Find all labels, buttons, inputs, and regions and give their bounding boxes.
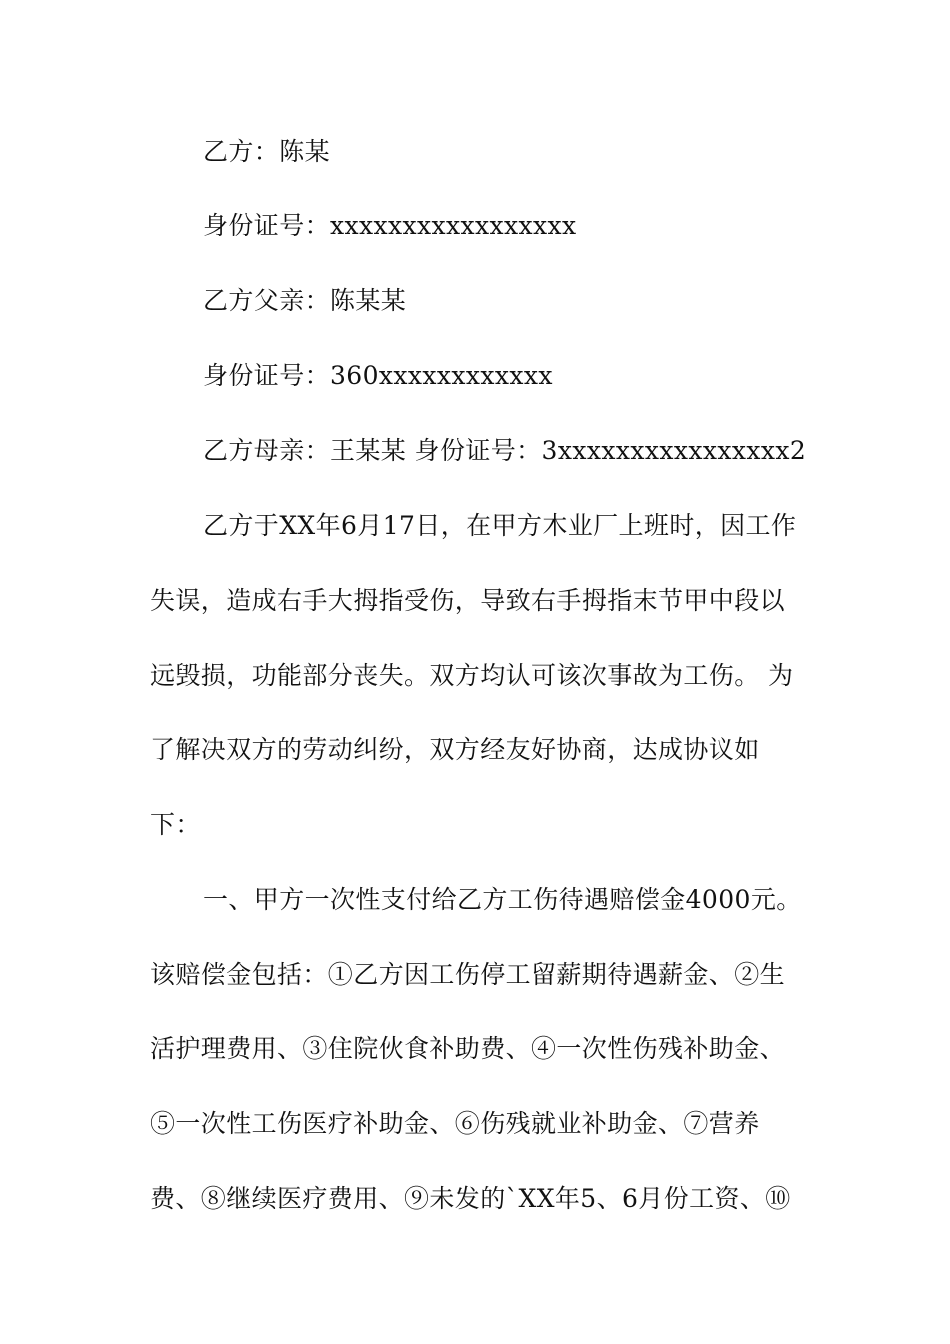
paragraph-line: 乙方于XX年6月17日，在甲方木业厂上班时，因工作	[203, 511, 797, 540]
party-b-father-id: 身份证号：360xxxxxxxxxxxx	[203, 361, 553, 390]
paragraph-line: 远毁损，功能部分丧失。双方均认可该次事故为工伤。 为	[150, 661, 794, 690]
party-b-father: 乙方父亲：陈某某	[203, 286, 407, 315]
clause-one-line: ⑤一次性工伤医疗补助金、⑥伤残就业补助金、⑦营养	[150, 1109, 760, 1138]
clause-one-line: 活护理费用、③住院伙食补助费、④一次性伤残补助金、	[150, 1034, 786, 1063]
clause-one-line: 一、甲方一次性支付给乙方工伤待遇赔偿金4000元。	[203, 885, 802, 914]
party-b-name: 乙方：陈某	[203, 137, 331, 166]
paragraph-line: 失误，造成右手大拇指受伤，导致右手拇指末节甲中段以	[150, 586, 786, 615]
clause-one-line: 费、⑧继续医疗费用、⑨未发的`XX年5、6月份工资、⑩	[150, 1184, 791, 1213]
party-b-mother-and-id: 乙方母亲：王某某 身份证号：3xxxxxxxxxxxxxxxx2	[203, 436, 807, 465]
clause-one-line: 该赔偿金包括：①乙方因工伤停工留薪期待遇薪金、②生	[150, 960, 786, 989]
paragraph-line: 下：	[150, 810, 201, 839]
paragraph-line: 了解决双方的劳动纠纷，双方经友好协商，达成协议如	[150, 735, 760, 764]
party-b-id: 身份证号：xxxxxxxxxxxxxxxxx	[203, 211, 577, 240]
